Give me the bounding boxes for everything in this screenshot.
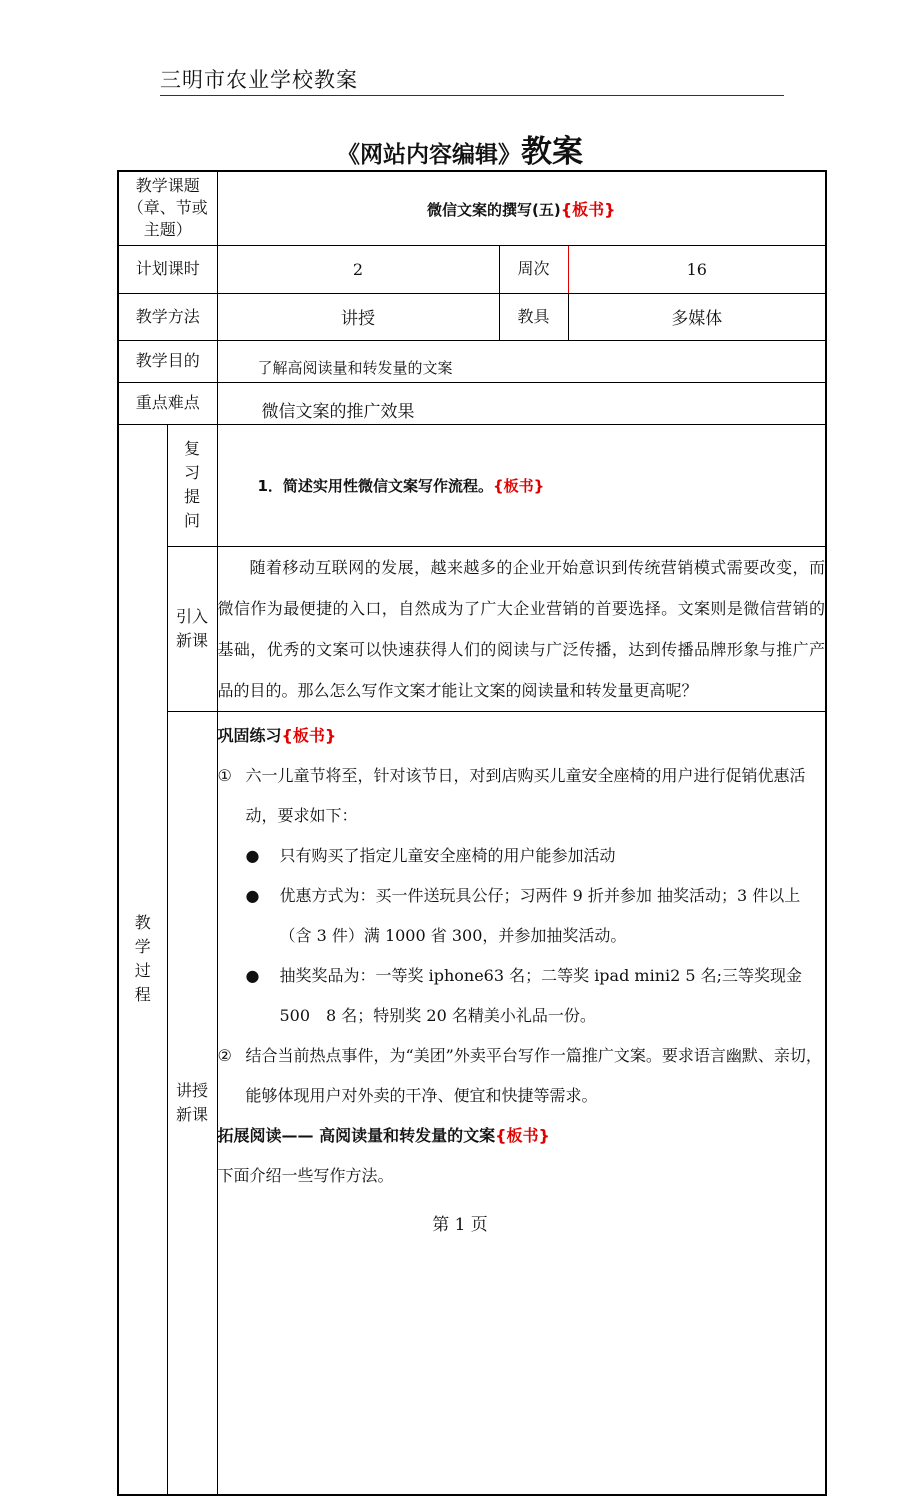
process-label: 教学过程 bbox=[118, 424, 167, 1495]
bullet-1-text: 只有购买了指定儿童安全座椅的用户能参加活动 bbox=[279, 845, 616, 865]
practice-board-tag: {板书} bbox=[281, 725, 337, 745]
intro-paragraph: 随着移动互联网的发展，越来越多的企业开始意识到传统营销模式需要改变，而微信作为最便捷的入口，自然成为了广大企业营销的首要选择。文案则是微信营销的基础，优秀的文案可以快速获得人们的阅读与广泛传播，达到传播品牌形象与推广产品的目的。那么怎么写作文案才能让文案的阅读量和转发量更高呢？ bbox=[217, 546, 826, 711]
page-number: 第 1 页 bbox=[432, 1215, 488, 1235]
practice-item-2 bbox=[218, 1036, 826, 1116]
review-content bbox=[217, 424, 826, 546]
method-value: 讲授 bbox=[217, 293, 499, 340]
topic-row bbox=[118, 171, 826, 245]
bullet-icon: ● bbox=[245, 885, 260, 905]
hours-label: 计划课时 bbox=[118, 245, 217, 293]
extend-title: 拓展阅读—— 高阅读量和转发量的文案 bbox=[217, 1125, 496, 1145]
tools-label: 教具 bbox=[499, 293, 568, 340]
item-2-marker: ② bbox=[217, 1045, 232, 1065]
item-1-text: 六一儿童节将至，针对该节日，对到店购买儿童安全座椅的用户进行促销优惠活动，要求如下： bbox=[245, 765, 806, 825]
document-title bbox=[0, 126, 920, 171]
practice-item-1 bbox=[218, 756, 826, 836]
tools-value: 多媒体 bbox=[568, 293, 826, 340]
key-row bbox=[118, 382, 826, 424]
bullet-2-text: 优惠方式为：买一件送玩具公仔；习两件 9 折并参加 抽奖活动；3 件以上（含 3 件）满 1000 省 300，并参加抽奖活动。 bbox=[279, 885, 801, 945]
school-header-title: 三明市农业学校教案 bbox=[160, 68, 358, 92]
goal-label: 教学目的 bbox=[118, 340, 217, 382]
week-value: 16 bbox=[568, 245, 826, 293]
bullet-item-2 bbox=[218, 876, 826, 956]
key-label: 重点难点 bbox=[118, 382, 217, 424]
bullet-item-3 bbox=[218, 956, 826, 1036]
goal-value: 了解高阅读量和转发量的文案 bbox=[217, 340, 826, 382]
bullet-item-1 bbox=[218, 836, 826, 876]
practice-title: 巩固练习 bbox=[217, 725, 282, 745]
hours-value: 2 bbox=[217, 245, 499, 293]
review-board-tag: {板书} bbox=[492, 476, 545, 495]
review-row bbox=[118, 424, 826, 546]
lesson-plan-table bbox=[117, 170, 827, 1496]
intro-label: 引入新课 bbox=[167, 546, 217, 711]
topic-value-cell bbox=[217, 171, 826, 245]
bullet-icon: ● bbox=[245, 965, 260, 985]
extend-text: 下面介绍一些写作方法。 bbox=[217, 1165, 394, 1185]
review-question: 1．简述实用性微信文案写作流程。 bbox=[257, 476, 493, 495]
item-1-marker: ① bbox=[217, 765, 232, 785]
bullet-3-text: 抽奖奖品为：一等奖 iphone63 名；二等奖 ipad mini2 5 名;三等奖现金 500 8 名；特别奖 20 名精美小礼品一份。 bbox=[279, 965, 803, 1025]
week-label: 周次 bbox=[499, 245, 568, 293]
board-tag: {板书} bbox=[560, 199, 616, 219]
lecture-label: 讲授新课 bbox=[167, 711, 217, 1495]
extend-board-tag: {板书} bbox=[495, 1125, 550, 1145]
extend-heading bbox=[218, 1116, 826, 1156]
document-title-suffix: 教案 bbox=[521, 134, 583, 170]
topic-label: 教学课题（章、节或主题） bbox=[118, 171, 217, 245]
document-title-book: 《网站内容编辑》 bbox=[337, 142, 521, 168]
intro-row bbox=[118, 546, 826, 711]
practice-heading bbox=[218, 716, 826, 756]
header-divider bbox=[160, 95, 784, 96]
lecture-content bbox=[217, 711, 826, 1495]
review-label: 复习提问 bbox=[167, 424, 217, 546]
goal-row bbox=[118, 340, 826, 382]
lecture-row bbox=[118, 711, 826, 1495]
topic-value: 微信文案的撰写(五) bbox=[427, 200, 561, 219]
method-label: 教学方法 bbox=[118, 293, 217, 340]
bullet-icon: ● bbox=[245, 845, 260, 865]
item-2-text: 结合当前热点事件，为“美团”外卖平台写作一篇推广文案。要求语言幽默、亲切，能够体现用户对外卖的干净、便宜和快捷等需求。 bbox=[245, 1045, 822, 1105]
key-value: 微信文案的推广效果 bbox=[217, 382, 826, 424]
method-row bbox=[118, 293, 826, 340]
hours-row bbox=[118, 245, 826, 293]
